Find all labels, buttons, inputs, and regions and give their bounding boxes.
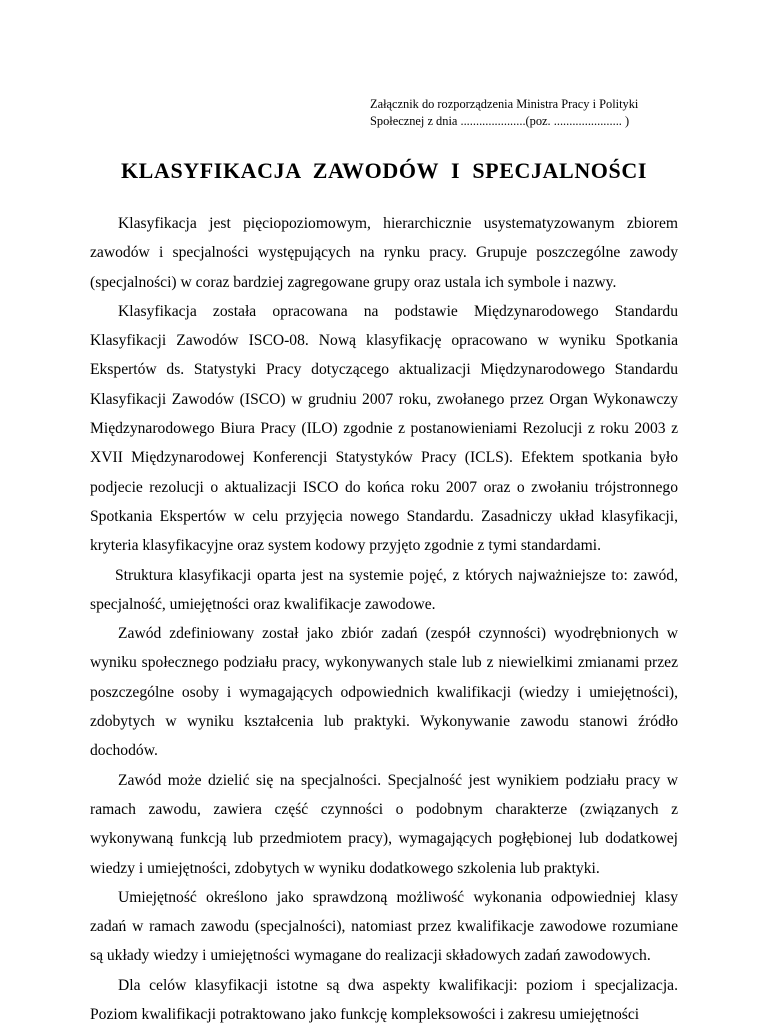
body-text <box>90 209 678 1029</box>
paragraph-3: Struktura klasyfikacji oparta jest na systemie pojęć, z których najważniejsze to: zawód, specjalność, umiejętności oraz kwalifikacje zawodowe. <box>90 566 678 613</box>
paragraph-1: Klasyfikacja jest pięciopoziomowym, hierarchicznie usystematyzowanym zbiorem zawodów i specjalności występujących na rynku pracy. Grupuje poszczególne zawody (specjalności) w coraz bardziej zagregowane grupy oraz ustala ich symbole i nazwy. <box>90 215 678 291</box>
annex-line-2: Społecznej z dnia .....................(poz. ...................... ) <box>370 114 630 128</box>
paragraph-2: Klasyfikacja została opracowana na podstawie Międzynarodowego Standardu Klasyfikacji Zawodów ISCO-08. Nową klasyfikację opracowano w wyniku Spotkania Ekspertów ds. Statystyki Pracy dotyczącego aktualizacji Międzynarodowego Standardu Klasyfikacji Zawodów (ISCO) w grudniu 2007 roku, zwołanego przez Organ Wykonawczy Międzynarodowego Biura Pracy (ILO) zgodnie z postanowieniami Rezolucji z roku 2003 z XVII Międzynarodowej Konferencji Statystyków Pracy (ICLS). Efektem spotkania było podjecie rezolucji o aktualizacji ISCO do końca roku 2007 oraz o zwołaniu trójstronnego Spotkania Ekspertów w celu przyjęcia nowego Standardu. Zasadniczy układ klasyfikacji, kryteria klasyfikacyjne oraz system kodowy przyjęto zgodnie z tymi standardami. <box>90 302 678 555</box>
paragraph-7: Dla celów klasyfikacji istotne są dwa aspekty kwalifikacji: poziom i specjalizacja. Poziom kwalifikacji potraktowano jako funkcję kompleksowości i zakresu umiejętności <box>90 976 678 1024</box>
paragraph-4: Zawód zdefiniowany został jako zbiór zadań (zespół czynności) wyodrębnionych w wyniku społecznego podziału pracy, wykonywanych stale lub z niewielkimi zmianami przez poszczególne osoby i wymagających odpowiednich kwalifikacji (wiedzy i umiejętności), zdobytych w wyniku kształcenia lub praktyki. Wykonywanie zawodu stanowi źródło dochodów. <box>90 625 678 760</box>
annex-note <box>370 96 710 130</box>
document-title: KLASYFIKACJA ZAWODÓW I SPECJALNOŚCI <box>120 158 648 183</box>
paragraph-5: Zawód może dzielić się na specjalności. Specjalność jest wynikiem podziału pracy w ramach zawodu, zawiera część czynności o podobnym charakterze (związanych z wykonywaną funkcją lub przedmiotem pracy), wymagających pogłębionej lub dodatkowej wiedzy i umiejętności, zdobytych w wyniku dodatkowego szkolenia lub praktyki. <box>90 771 678 877</box>
paragraph-6: Umiejętność określono jako sprawdzoną możliwość wykonania odpowiedniej klasy zadań w ramach zawodu (specjalności), natomiast przez kwalifikacje zawodowe rozumiane są układy wiedzy i umiejętności wymagane do realizacji składowych zadań zawodowych. <box>90 888 678 965</box>
annex-line-1: Załącznik do rozporządzenia Ministra Pracy i Polityki <box>370 97 639 111</box>
